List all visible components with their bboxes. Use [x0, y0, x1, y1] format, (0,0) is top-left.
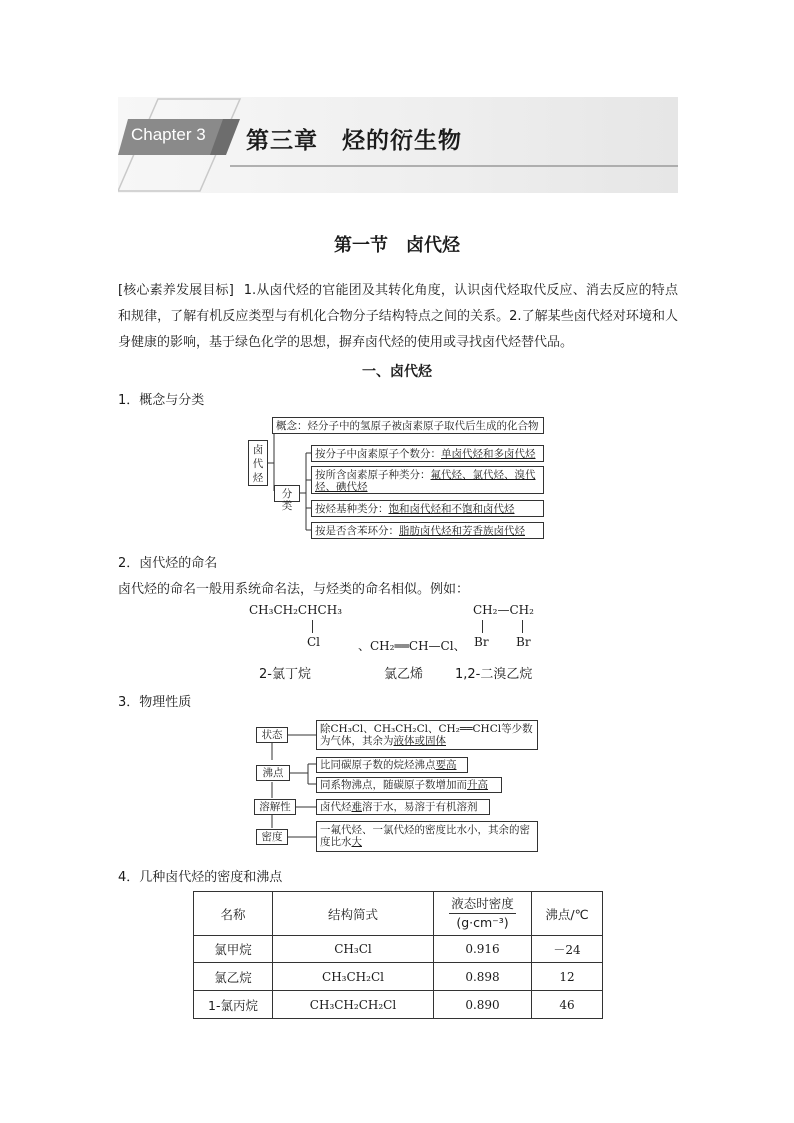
- item-prefix: 按烃基种类分：: [315, 503, 389, 515]
- prop-answer: 升高: [467, 779, 488, 791]
- item-prefix: 按分子中卤素原子个数分：: [315, 448, 441, 460]
- formula-3-bond-2: [522, 620, 523, 633]
- chapter-badge: Chapter 3: [131, 125, 206, 144]
- table-header-row: [194, 892, 603, 936]
- heading-3: 3．物理性质: [118, 695, 192, 710]
- item-prefix: 按所含卤素原子种类分：: [315, 469, 431, 481]
- header-boiling: 沸点/℃: [532, 892, 603, 936]
- formula-2: 、CH₂══CH—Cl、: [358, 639, 466, 653]
- objectives-tag: [核心素养发展目标]: [118, 283, 234, 298]
- subsection-title: 一、卤代烃: [362, 364, 432, 380]
- concept-box: 概念：烃分子中的氢原子被卤素原子取代后生成的化合物: [272, 417, 544, 434]
- heading-2: 2．卤代烃的命名: [118, 556, 218, 571]
- cell-boiling: －24: [532, 936, 603, 963]
- formula-3-bond-1: [482, 620, 483, 633]
- heading-4: 4．几种卤代烃的密度和沸点: [118, 870, 283, 885]
- classify-item-3: [311, 500, 544, 517]
- cell-name: 氯乙烷: [194, 963, 273, 991]
- prop-prefix: 比同碳原子数的烷烃沸点: [320, 759, 436, 771]
- prop-text-solubility: [316, 799, 490, 815]
- prop-label-solubility: 溶解性: [254, 799, 296, 815]
- header-formula: 结构简式: [273, 892, 434, 936]
- classify-item-1: [311, 445, 544, 462]
- name-2: 氯乙烯: [384, 667, 424, 682]
- prop-answer: 大: [351, 836, 362, 848]
- classify-box: 分类: [274, 485, 300, 502]
- cell-density: 0.898: [434, 963, 532, 991]
- classification-diagram: [248, 415, 548, 543]
- name-3: 1,2-二溴乙烷: [455, 667, 533, 682]
- item-answer: 脂肪卤代烃和芳香族卤代烃: [399, 525, 525, 537]
- name-1: 2-氯丁烷: [259, 667, 311, 682]
- prop-prefix: 除CH₃Cl、CH₃CH₂Cl、CH₂══CHCl等少数为气体，其余为: [320, 723, 533, 747]
- prop-label-boiling: 沸点: [256, 765, 290, 781]
- cell-boiling: 12: [532, 963, 603, 991]
- header-density-label: 液态时密度: [449, 895, 516, 914]
- formula-3-main: CH₂—CH₂: [473, 603, 534, 617]
- classify-item-4: [311, 522, 544, 539]
- prop-text-boiling-2: [316, 777, 502, 793]
- density-table: [193, 891, 603, 1019]
- item-answer: 氟代烃、氯代烃、溴代烃、碘代烃: [315, 469, 536, 493]
- prop-answer: 难: [351, 801, 362, 813]
- prop-text-boiling-1: [316, 757, 468, 773]
- prop-label-state: 状态: [256, 727, 288, 743]
- prop-prefix: 卤代烃: [320, 801, 352, 813]
- formula-3-sub-2: Br: [516, 635, 531, 649]
- chapter-title: 第三章 烃的衍生物: [246, 128, 462, 154]
- prop-prefix: 同系物沸点，随碳原子数增加而: [320, 779, 467, 791]
- cell-name: 氯甲烷: [194, 936, 273, 963]
- cell-density: 0.890: [434, 991, 532, 1019]
- prop-label-density: 密度: [256, 829, 288, 845]
- objectives-paragraph: [118, 278, 678, 356]
- item-prefix: 按是否含苯环分：: [315, 525, 399, 537]
- prop-answer: 液体或固体: [393, 735, 446, 747]
- cell-formula: CH₃Cl: [273, 936, 434, 963]
- prop-text-density: [316, 821, 538, 852]
- cell-name: 1-氯丙烷: [194, 991, 273, 1019]
- classify-item-2: [311, 466, 544, 494]
- properties-diagram: [254, 720, 540, 854]
- root-box: 卤代烃: [248, 440, 268, 486]
- cell-formula: CH₃CH₂CH₂Cl: [273, 991, 434, 1019]
- header-name: 名称: [194, 892, 273, 936]
- formula-3-sub-1: Br: [474, 635, 489, 649]
- formula-1-main: CH₃CH₂CHCH₃: [249, 603, 343, 617]
- header-density: [434, 892, 532, 936]
- section-title: 第一节 卤代烃: [334, 235, 460, 256]
- prop-prefix: 一氟代烃、一氯代烃的密度比水小，其余的密度比水: [320, 824, 530, 848]
- objectives-text: 1.从卤代烃的官能团及其转化角度，认识卤代烃取代反应、消去反应的特点和规律，了解有机反应类型与有机化合物分子结构特点之间的关系。2.了解某些卤代烃对环境和人身健康的影响，基于绿色化学的思想，摒弃卤代烃的使用或寻找卤代烃替代品。: [118, 283, 678, 350]
- prop-answer: 要高: [435, 759, 457, 771]
- cell-density: 0.916: [434, 936, 532, 963]
- table-row: [194, 963, 603, 991]
- formula-1-bond: [312, 620, 313, 633]
- naming-intro: 卤代烃的命名一般用系统命名法，与烃类的命名相似。例如：: [118, 582, 470, 597]
- formula-1-sub: Cl: [307, 635, 321, 649]
- prop-text-state: [316, 720, 538, 750]
- heading-1: 1．概念与分类: [118, 393, 205, 408]
- item-answer: 单卤代烃和多卤代烃: [441, 448, 536, 460]
- prop-suffix: 溶于水，易溶于有机溶剂: [362, 801, 478, 813]
- cell-formula: CH₃CH₂Cl: [273, 963, 434, 991]
- item-answer: 饱和卤代烃和不饱和卤代烃: [388, 503, 515, 515]
- cell-boiling: 46: [532, 991, 603, 1019]
- table-row: [194, 991, 603, 1019]
- header-density-unit: (g·cm⁻³): [456, 915, 509, 930]
- table-row: [194, 936, 603, 963]
